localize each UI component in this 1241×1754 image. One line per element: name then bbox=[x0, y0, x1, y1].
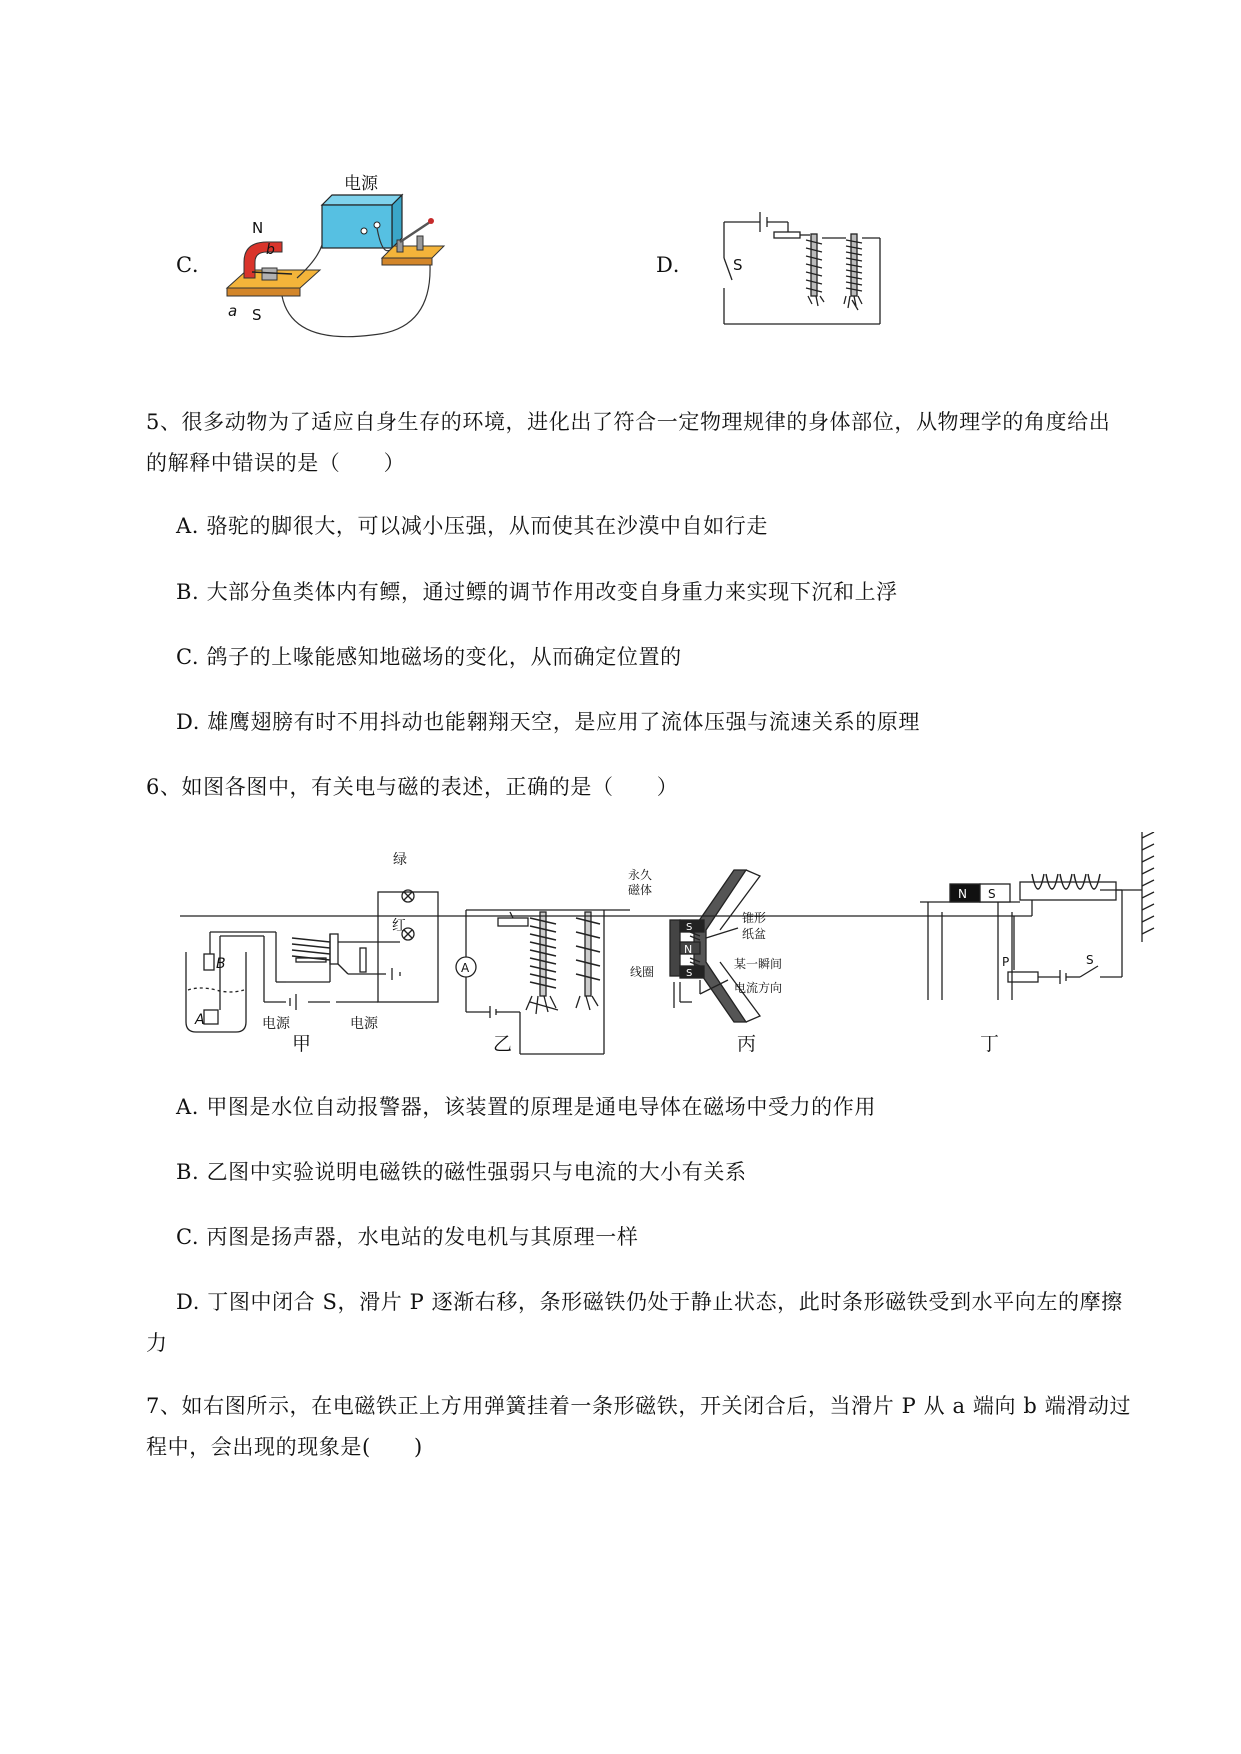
yi-ammeter-label: A bbox=[461, 961, 470, 975]
q5-stem-line2: 的解释中错误的是（ ） bbox=[146, 451, 406, 475]
q7-stem-line2: 程中，会出现的现象是( ) bbox=[146, 1435, 423, 1459]
jia-power1-label: 电源 bbox=[262, 1016, 290, 1032]
bing-cone-label-2: 纸盆 bbox=[742, 927, 767, 941]
q6-option-b: B. 乙图中实验说明电磁铁的磁性强弱只与电流的大小有关系 bbox=[176, 1160, 747, 1184]
caption-ding: 丁 bbox=[980, 1033, 1000, 1055]
jia-green-label: 绿 bbox=[393, 852, 407, 868]
bing-cone-label-1: 锥形 bbox=[742, 911, 767, 925]
q5-option-d: D. 雄鹰翅膀有时不用抖动也能翱翔天空，是应用了流体压强与流速关系的原理 bbox=[176, 710, 921, 734]
q5-option-b: B. 大部分鱼类体内有鳔，通过鳔的调节作用改变自身重力来实现下沉和上浮 bbox=[176, 580, 898, 604]
bing-s1-label: S bbox=[686, 922, 693, 933]
ding-s-label: S bbox=[988, 887, 996, 901]
ding-n-label: N bbox=[958, 887, 967, 901]
caption-yi: 乙 bbox=[493, 1033, 513, 1055]
jia-red-label: 红 bbox=[392, 918, 406, 934]
jia-power2-label: 电源 bbox=[350, 1016, 378, 1032]
q6-option-c: C. 丙图是扬声器，水电站的发电机与其原理一样 bbox=[176, 1225, 639, 1249]
power-label: 电源 bbox=[344, 174, 378, 194]
bing-moment-label: 某一瞬间 bbox=[734, 957, 783, 971]
q5-option-c: C. 鸽子的上喙能感知地磁场的变化，从而确定位置的 bbox=[176, 645, 682, 669]
bing-magnet-label-2: 磁体 bbox=[628, 883, 653, 897]
ding-switch-label: S bbox=[1086, 953, 1094, 967]
q6-option-d: D. 丁图中闭合 S，滑片 P 逐渐右移，条形磁铁仍处于静止状态，此时条形磁铁受到水平向左的摩擦 bbox=[176, 1290, 1123, 1314]
jia-a-label: A bbox=[195, 1012, 205, 1028]
n-label: N bbox=[252, 219, 264, 237]
switch-label: S bbox=[733, 256, 743, 274]
option-d-label: D. bbox=[656, 253, 680, 277]
q7-stem-line1: 7、如右图所示，在电磁铁正上方用弹簧挂着一条形磁铁，开关闭合后，当滑片 P 从 a 端向 b 端滑动过 bbox=[146, 1394, 1132, 1418]
q4-option-d-figure bbox=[700, 200, 890, 330]
q6-option-d-continuation: 力 bbox=[146, 1331, 168, 1355]
bing-magnet-label-1: 永久 bbox=[628, 868, 653, 882]
caption-jia: 甲 bbox=[292, 1033, 312, 1055]
caption-bing: 丙 bbox=[737, 1033, 757, 1055]
q6-stem: 6、如图各图中，有关电与磁的表述，正确的是（ ） bbox=[146, 775, 679, 799]
bing-current-label: 电流方向 bbox=[734, 981, 783, 995]
q6-figure bbox=[180, 832, 1160, 1057]
ding-p-label: P bbox=[1002, 955, 1010, 969]
q6-option-a: A. 甲图是水位自动报警器，该装置的原理是通电导体在磁场中受力的作用 bbox=[176, 1095, 876, 1119]
q5-option-a: A. 骆驼的脚很大，可以减小压强，从而使其在沙漠中自如行走 bbox=[176, 514, 768, 538]
q5-stem-line1: 5、很多动物为了适应自身生存的环境，进化出了符合一定物理规律的身体部位，从物理学的角度给出 bbox=[146, 410, 1111, 434]
q4-option-c-figure bbox=[222, 170, 492, 345]
option-c-label: C. bbox=[176, 253, 200, 277]
bing-coil-label: 线圈 bbox=[630, 965, 655, 979]
bing-n-label: N bbox=[684, 943, 693, 956]
b-label: b bbox=[266, 242, 275, 258]
bing-s2-label: S bbox=[686, 968, 693, 979]
jia-b-label: B bbox=[216, 956, 226, 972]
s-label: S bbox=[252, 306, 262, 324]
a-label: a bbox=[228, 302, 238, 320]
